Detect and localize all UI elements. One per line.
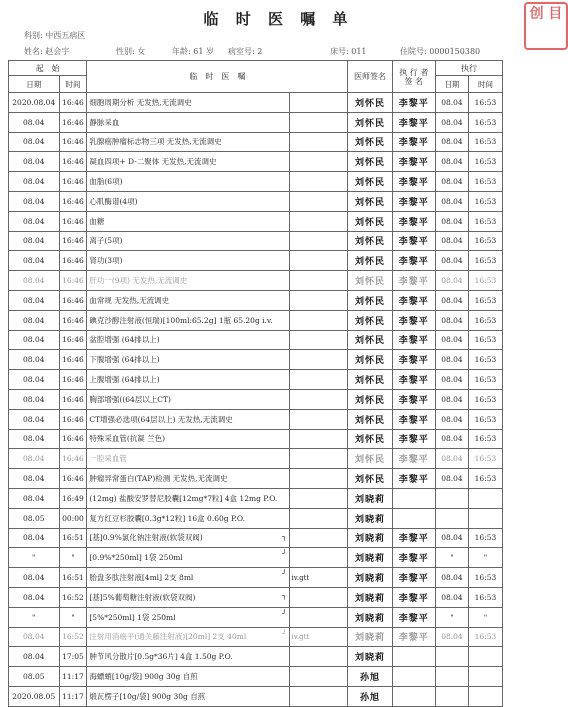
order-date: 2020.08.04 xyxy=(9,93,60,113)
order-date: 08.04 xyxy=(9,627,60,647)
doctor-signature: 刘晓莉 xyxy=(348,587,392,607)
exec-time: 16:53 xyxy=(468,330,502,350)
executor-signature: 李黎平 xyxy=(392,251,435,271)
time-header: 时间 xyxy=(59,76,87,93)
order-time: 16:46 xyxy=(59,251,87,271)
doctor-signature: 孙旭 xyxy=(348,667,392,687)
table-row xyxy=(9,449,503,469)
executor-signature: 李黎平 xyxy=(392,330,435,350)
doctor-signature: 刘晓莉 xyxy=(348,528,392,548)
red-stamp: 创 目 xyxy=(524,2,568,50)
order-text: 血脂(6项) xyxy=(87,172,289,192)
table-row xyxy=(9,93,503,113)
doctor-signature: 刘晓莉 xyxy=(348,627,392,647)
doctor-signature: 刘怀民 xyxy=(348,172,392,192)
order-route xyxy=(289,667,348,687)
order-time: 16:46 xyxy=(59,310,87,330)
executor-signature: 李黎平 xyxy=(392,449,435,469)
execute-header: 执行 xyxy=(435,61,502,76)
table-row xyxy=(9,310,503,330)
order-date: 08.04 xyxy=(9,251,60,271)
table-row xyxy=(9,488,503,508)
order-date: " xyxy=(9,607,60,627)
exec-time: 16:53 xyxy=(468,93,502,113)
order-text: 复方红豆杉胶囊[0.3g*12粒] 16盒 0.60g P.O. xyxy=(87,508,289,528)
doctor-signature: 刘怀民 xyxy=(348,251,392,271)
doctor-sign-header: 医师签名 xyxy=(348,61,392,93)
order-route xyxy=(289,152,348,172)
order-route xyxy=(289,508,348,528)
order-route xyxy=(289,330,348,350)
order-route xyxy=(289,112,348,132)
order-text: 碘克沙醇注射液(恒瑞)[100ml:65.2g] 1瓶 65.20g i.v. xyxy=(87,310,289,330)
executor-signature: 李黎平 xyxy=(392,290,435,310)
order-date: 08.04 xyxy=(9,271,60,291)
exec-date: 08.04 xyxy=(435,310,468,330)
table-row xyxy=(9,647,503,667)
order-date: 08.04 xyxy=(9,469,60,489)
executor-signature: 李黎平 xyxy=(392,191,435,211)
table-row xyxy=(9,389,503,409)
doctor-signature: 刘怀民 xyxy=(348,389,392,409)
order-time: 11:17 xyxy=(59,667,87,687)
department-label: 科别: 中西五病区 xyxy=(24,31,86,40)
order-time: 16:46 xyxy=(59,172,87,192)
table-row xyxy=(9,290,503,310)
order-route xyxy=(289,528,348,548)
order-text: 胸部增强((64层以上CT) xyxy=(87,389,289,409)
exec-time: 16:53 xyxy=(468,172,502,192)
doctor-signature: 刘怀民 xyxy=(348,449,392,469)
table-row xyxy=(9,172,503,192)
exec-date: 08.04 xyxy=(435,350,468,370)
order-text: [5%*250ml] 1袋 250ml ┘ xyxy=(87,607,289,627)
order-date: 08.04 xyxy=(9,112,60,132)
exec-time: 16:53 xyxy=(468,429,502,449)
executor-signature: 李黎平 xyxy=(392,112,435,132)
order-text: 煅瓦楞子[10g/袋] 900g 30g 自煎 xyxy=(87,686,289,706)
order-date: 08.04 xyxy=(9,389,60,409)
exec-date: 08.04 xyxy=(435,152,468,172)
doctor-signature: 孙旭 xyxy=(348,686,392,706)
exec-time: 16:53 xyxy=(468,568,502,588)
order-route xyxy=(289,350,348,370)
order-date: 08.04 xyxy=(9,429,60,449)
order-route xyxy=(289,211,348,231)
exec-time: 16:53 xyxy=(468,389,502,409)
order-route xyxy=(289,93,348,113)
executor-signature: 李黎平 xyxy=(392,409,435,429)
doctor-signature: 刘晓莉 xyxy=(348,568,392,588)
exec-date: 08.04 xyxy=(435,191,468,211)
order-time: 16:46 xyxy=(59,112,87,132)
order-date: 08.04 xyxy=(9,310,60,330)
order-text: 盆腔增强 (64排以上) xyxy=(87,330,289,350)
executor-signature: 李黎平 xyxy=(392,528,435,548)
order-text: 胎盘多肽注射液[4ml] 2支 8ml ┘ xyxy=(87,568,289,588)
table-row xyxy=(9,568,503,588)
order-text: [基]0.9%氯化钠注射液(软袋双阀) ┐ xyxy=(87,528,289,548)
order-route xyxy=(289,191,348,211)
exec-time: 16:53 xyxy=(468,251,502,271)
order-text: 肿节风分散片[0.5g*36片] 4盒 1.50g P.O. xyxy=(87,647,289,667)
order-date: 08.04 xyxy=(9,211,60,231)
table-row xyxy=(9,548,503,568)
order-text: 细胞周期分析 无发热,无流调史 xyxy=(87,93,289,113)
executor-signature xyxy=(392,647,435,667)
executor-signature: 李黎平 xyxy=(392,370,435,390)
executor-signature xyxy=(392,508,435,528)
doctor-signature: 刘怀民 xyxy=(348,211,392,231)
order-date: 08.04 xyxy=(9,528,60,548)
order-text: [0.9%*250ml] 1袋 250ml ┘ xyxy=(87,548,289,568)
exec-date: 08.04 xyxy=(435,251,468,271)
order-time: 16:46 xyxy=(59,152,87,172)
order-time: 16:46 xyxy=(59,389,87,409)
exec-date: 08.04 xyxy=(435,429,468,449)
order-date: 08.05 xyxy=(9,508,60,528)
table-row xyxy=(9,370,503,390)
patient-name: 姓名: 赵会宇 xyxy=(24,47,70,56)
exec-time xyxy=(468,686,502,706)
order-date: 08.04 xyxy=(9,488,60,508)
exec-date: 08.04 xyxy=(435,568,468,588)
executor-signature: 李黎平 xyxy=(392,607,435,627)
order-route xyxy=(289,172,348,192)
executor-signature: 李黎平 xyxy=(392,172,435,192)
exec-time xyxy=(468,508,502,528)
patient-age: 年龄: 61 岁 xyxy=(172,47,214,56)
exec-date xyxy=(435,488,468,508)
table-row xyxy=(9,330,503,350)
doctor-signature: 刘怀民 xyxy=(348,330,392,350)
order-date: 08.04 xyxy=(9,172,60,192)
order-route: iv.gtt xyxy=(289,627,348,647)
order-date: 08.04 xyxy=(9,191,60,211)
order-date: 08.04 xyxy=(9,568,60,588)
table-row xyxy=(9,429,503,449)
document-title: 临 时 医 嘱 单 xyxy=(203,10,354,28)
order-time: 16:46 xyxy=(59,370,87,390)
order-route xyxy=(289,587,348,607)
doctor-signature: 刘怀民 xyxy=(348,290,392,310)
executor-signature: 李黎平 xyxy=(392,231,435,251)
order-text: 离子(5项) xyxy=(87,231,289,251)
exec-time: 16:53 xyxy=(468,528,502,548)
executor-signature: 李黎平 xyxy=(392,429,435,449)
order-route xyxy=(289,409,348,429)
table-row xyxy=(9,627,503,647)
exec-time: 16:53 xyxy=(468,231,502,251)
order-date: 08.04 xyxy=(9,231,60,251)
exec-time xyxy=(468,488,502,508)
exec-date: 08.04 xyxy=(435,330,468,350)
exec-date: 08.04 xyxy=(435,469,468,489)
exec-time: 16:53 xyxy=(468,627,502,647)
order-date: 08.04 xyxy=(9,132,60,152)
orders-table xyxy=(8,60,503,707)
order-text: 凝血四项+ D-二聚体 无发热,无流调史 xyxy=(87,152,289,172)
exec-date: " xyxy=(435,548,468,568)
exec-date: 08.04 xyxy=(435,409,468,429)
order-time: 16:46 xyxy=(59,290,87,310)
patient-bed: 床号: 011 xyxy=(330,47,367,56)
order-route xyxy=(289,389,348,409)
order-text: CT增强必选项(64层以上) 无发热,无流调史 xyxy=(87,409,289,429)
exec-time: 16:53 xyxy=(468,370,502,390)
order-route xyxy=(289,469,348,489)
order-time: 16:49 xyxy=(59,488,87,508)
order-time: 16:46 xyxy=(59,409,87,429)
order-time: 17:05 xyxy=(59,647,87,667)
exec-date: 08.04 xyxy=(435,172,468,192)
date-header: 日期 xyxy=(9,76,60,93)
exec-time: 16:53 xyxy=(468,310,502,330)
order-time: 16:46 xyxy=(59,211,87,231)
executor-signature: 李黎平 xyxy=(392,548,435,568)
order-text: 一腔采血管 xyxy=(87,449,289,469)
exec-time: 16:53 xyxy=(468,112,502,132)
exec-time: 16:53 xyxy=(468,191,502,211)
order-date: 08.04 xyxy=(9,350,60,370)
exec-date: 08.04 xyxy=(435,231,468,251)
doctor-signature: 刘怀民 xyxy=(348,152,392,172)
exec-date: 08.04 xyxy=(435,93,468,113)
exec-time: 16:53 xyxy=(468,132,502,152)
table-row xyxy=(9,251,503,271)
executor-signature: 李黎平 xyxy=(392,389,435,409)
executor-signature: 李黎平 xyxy=(392,211,435,231)
exec-date: 08.04 xyxy=(435,587,468,607)
order-text: 血常规 无发热,无流调史 xyxy=(87,290,289,310)
executor-signature: 李黎平 xyxy=(392,271,435,291)
executor-signature xyxy=(392,488,435,508)
exec-time: " xyxy=(468,548,502,568)
order-date: 08.04 xyxy=(9,409,60,429)
exec-time xyxy=(468,647,502,667)
order-date: " xyxy=(9,548,60,568)
table-row xyxy=(9,231,503,251)
doctor-signature: 刘怀民 xyxy=(348,350,392,370)
exec-date: 08.04 xyxy=(435,370,468,390)
doctor-signature: 刘怀民 xyxy=(348,370,392,390)
order-date: 08.04 xyxy=(9,152,60,172)
order-header: 临 时 医 嘱 xyxy=(87,61,348,93)
table-row xyxy=(9,528,503,548)
table-row xyxy=(9,350,503,370)
order-time: 16:46 xyxy=(59,93,87,113)
executor-signature: 李黎平 xyxy=(392,568,435,588)
order-date: 08.04 xyxy=(9,449,60,469)
order-route xyxy=(289,449,348,469)
order-time: 16:46 xyxy=(59,350,87,370)
exec-date-header: 日期 xyxy=(435,76,468,93)
table-row xyxy=(9,191,503,211)
order-route xyxy=(289,429,348,449)
executor-signature xyxy=(392,686,435,706)
executor-signature: 李黎平 xyxy=(392,152,435,172)
order-text: 海螵蛸[10g/袋] 900g 30g 自煎 xyxy=(87,667,289,687)
exec-date: 08.04 xyxy=(435,389,468,409)
executor-signature: 李黎平 xyxy=(392,310,435,330)
doctor-signature: 刘晓莉 xyxy=(348,647,392,667)
patient-sex: 性别: 女 xyxy=(116,47,146,56)
exec-time: 16:53 xyxy=(468,290,502,310)
order-route: iv.gtt xyxy=(289,568,348,588)
exec-date: 08.04 xyxy=(435,290,468,310)
executor-signature: 李黎平 xyxy=(392,350,435,370)
table-row xyxy=(9,587,503,607)
order-time: 16:46 xyxy=(59,231,87,251)
order-time: 16:51 xyxy=(59,528,87,548)
order-time: 16:46 xyxy=(59,132,87,152)
order-time: 16:46 xyxy=(59,449,87,469)
table-row xyxy=(9,607,503,627)
doctor-signature: 刘怀民 xyxy=(348,469,392,489)
table-row xyxy=(9,112,503,132)
order-text: 注射用消癌平(通关藤注射液)[20ml] 2支 40ml ┘ xyxy=(87,627,289,647)
doctor-signature: 刘晓莉 xyxy=(348,488,392,508)
order-route xyxy=(289,251,348,271)
order-text: 肿瘤异常蛋白(TAP)检测 无发热,无流调史 xyxy=(87,469,289,489)
exec-date: 08.04 xyxy=(435,271,468,291)
exec-time: 16:53 xyxy=(468,211,502,231)
order-date: 08.04 xyxy=(9,647,60,667)
order-route xyxy=(289,607,348,627)
table-row xyxy=(9,686,503,706)
order-text: [基]5%葡萄糖注射液(软袋双阀) ┐ xyxy=(87,587,289,607)
doctor-signature: 刘怀民 xyxy=(348,310,392,330)
order-text: 特殊采血管(抗凝 兰色) xyxy=(87,429,289,449)
exec-time xyxy=(468,667,502,687)
doctor-signature: 刘晓莉 xyxy=(348,508,392,528)
order-time: 16:51 xyxy=(59,568,87,588)
order-time: 16:52 xyxy=(59,587,87,607)
exec-date xyxy=(435,686,468,706)
order-date: 08.05 xyxy=(9,667,60,687)
table-row xyxy=(9,469,503,489)
order-time: 16:46 xyxy=(59,191,87,211)
doctor-signature: 刘怀民 xyxy=(348,132,392,152)
order-time: 16:52 xyxy=(59,627,87,647)
doctor-signature: 刘怀民 xyxy=(348,231,392,251)
table-row xyxy=(9,508,503,528)
doctor-signature: 刘怀民 xyxy=(348,409,392,429)
exec-time: 16:53 xyxy=(468,409,502,429)
order-time: 11:17 xyxy=(59,686,87,706)
exec-date: 08.04 xyxy=(435,528,468,548)
order-time: 16:46 xyxy=(59,429,87,449)
doctor-signature: 刘晓莉 xyxy=(348,607,392,627)
doctor-signature: 刘怀民 xyxy=(348,93,392,113)
exec-time: 16:53 xyxy=(468,350,502,370)
exec-time: 16:53 xyxy=(468,152,502,172)
order-route xyxy=(289,231,348,251)
order-text: 肝功一(9项) 无发热,无流调史 xyxy=(87,271,289,291)
exec-time: 16:53 xyxy=(468,449,502,469)
order-text: 上腹增强 (64排以上) xyxy=(87,370,289,390)
executor-sign-header: 执 行 者 签 名 xyxy=(392,61,435,93)
exec-date xyxy=(435,647,468,667)
order-route xyxy=(289,548,348,568)
exec-date: " xyxy=(435,607,468,627)
order-route xyxy=(289,686,348,706)
start-header: 起 始 xyxy=(9,61,87,76)
table-row xyxy=(9,132,503,152)
order-time: 00:00 xyxy=(59,508,87,528)
doctor-signature: 刘晓莉 xyxy=(348,548,392,568)
order-text: 乳腺癌肿瘤标志物三项 无发热,无流调史 xyxy=(87,132,289,152)
table-row xyxy=(9,211,503,231)
patient-room: 病室号: 2 xyxy=(228,47,263,56)
executor-signature xyxy=(392,667,435,687)
order-date: 08.04 xyxy=(9,370,60,390)
exec-time-header: 时间 xyxy=(468,76,502,93)
table-row xyxy=(9,271,503,291)
order-date: 08.04 xyxy=(9,330,60,350)
admission-number: 住院号: 0000150380 xyxy=(400,47,481,56)
order-time: " xyxy=(59,548,87,568)
order-route xyxy=(289,370,348,390)
order-text: 肾功(3项) xyxy=(87,251,289,271)
exec-date: 08.04 xyxy=(435,211,468,231)
doctor-signature: 刘怀民 xyxy=(348,429,392,449)
executor-signature: 李黎平 xyxy=(392,469,435,489)
order-date: 08.04 xyxy=(9,587,60,607)
exec-time: 16:53 xyxy=(468,469,502,489)
doctor-signature: 刘怀民 xyxy=(348,271,392,291)
executor-signature: 李黎平 xyxy=(392,132,435,152)
exec-date xyxy=(435,508,468,528)
order-time: 16:46 xyxy=(59,330,87,350)
order-time: 16:46 xyxy=(59,271,87,291)
executor-signature: 李黎平 xyxy=(392,587,435,607)
order-text: 心肌酶谱(4项) xyxy=(87,191,289,211)
exec-date: 08.04 xyxy=(435,627,468,647)
exec-date: 08.04 xyxy=(435,132,468,152)
executor-signature: 李黎平 xyxy=(392,627,435,647)
order-text: (12mg) 盐酸安罗替尼胶囊[12mg*7粒] 4盒 12mg P.O. xyxy=(87,488,289,508)
executor-signature: 李黎平 xyxy=(392,93,435,113)
order-route xyxy=(289,488,348,508)
order-time: 16:46 xyxy=(59,469,87,489)
exec-time: 16:53 xyxy=(468,271,502,291)
doctor-signature: 刘怀民 xyxy=(348,191,392,211)
exec-date: 08.04 xyxy=(435,449,468,469)
exec-time: 16:53 xyxy=(468,587,502,607)
exec-date xyxy=(435,667,468,687)
order-text: 血糖 xyxy=(87,211,289,231)
table-row xyxy=(9,152,503,172)
table-row xyxy=(9,667,503,687)
order-date: 08.04 xyxy=(9,290,60,310)
doctor-signature: 刘怀民 xyxy=(348,112,392,132)
exec-time: " xyxy=(468,607,502,627)
exec-date: 08.04 xyxy=(435,112,468,132)
order-route xyxy=(289,310,348,330)
table-row xyxy=(9,409,503,429)
order-date: 2020.08.05 xyxy=(9,686,60,706)
order-route xyxy=(289,132,348,152)
order-route xyxy=(289,290,348,310)
order-time: " xyxy=(59,607,87,627)
order-route xyxy=(289,271,348,291)
order-route xyxy=(289,647,348,667)
order-text: 静脉采血 xyxy=(87,112,289,132)
order-text: 下腹增强 (64排以上) xyxy=(87,350,289,370)
